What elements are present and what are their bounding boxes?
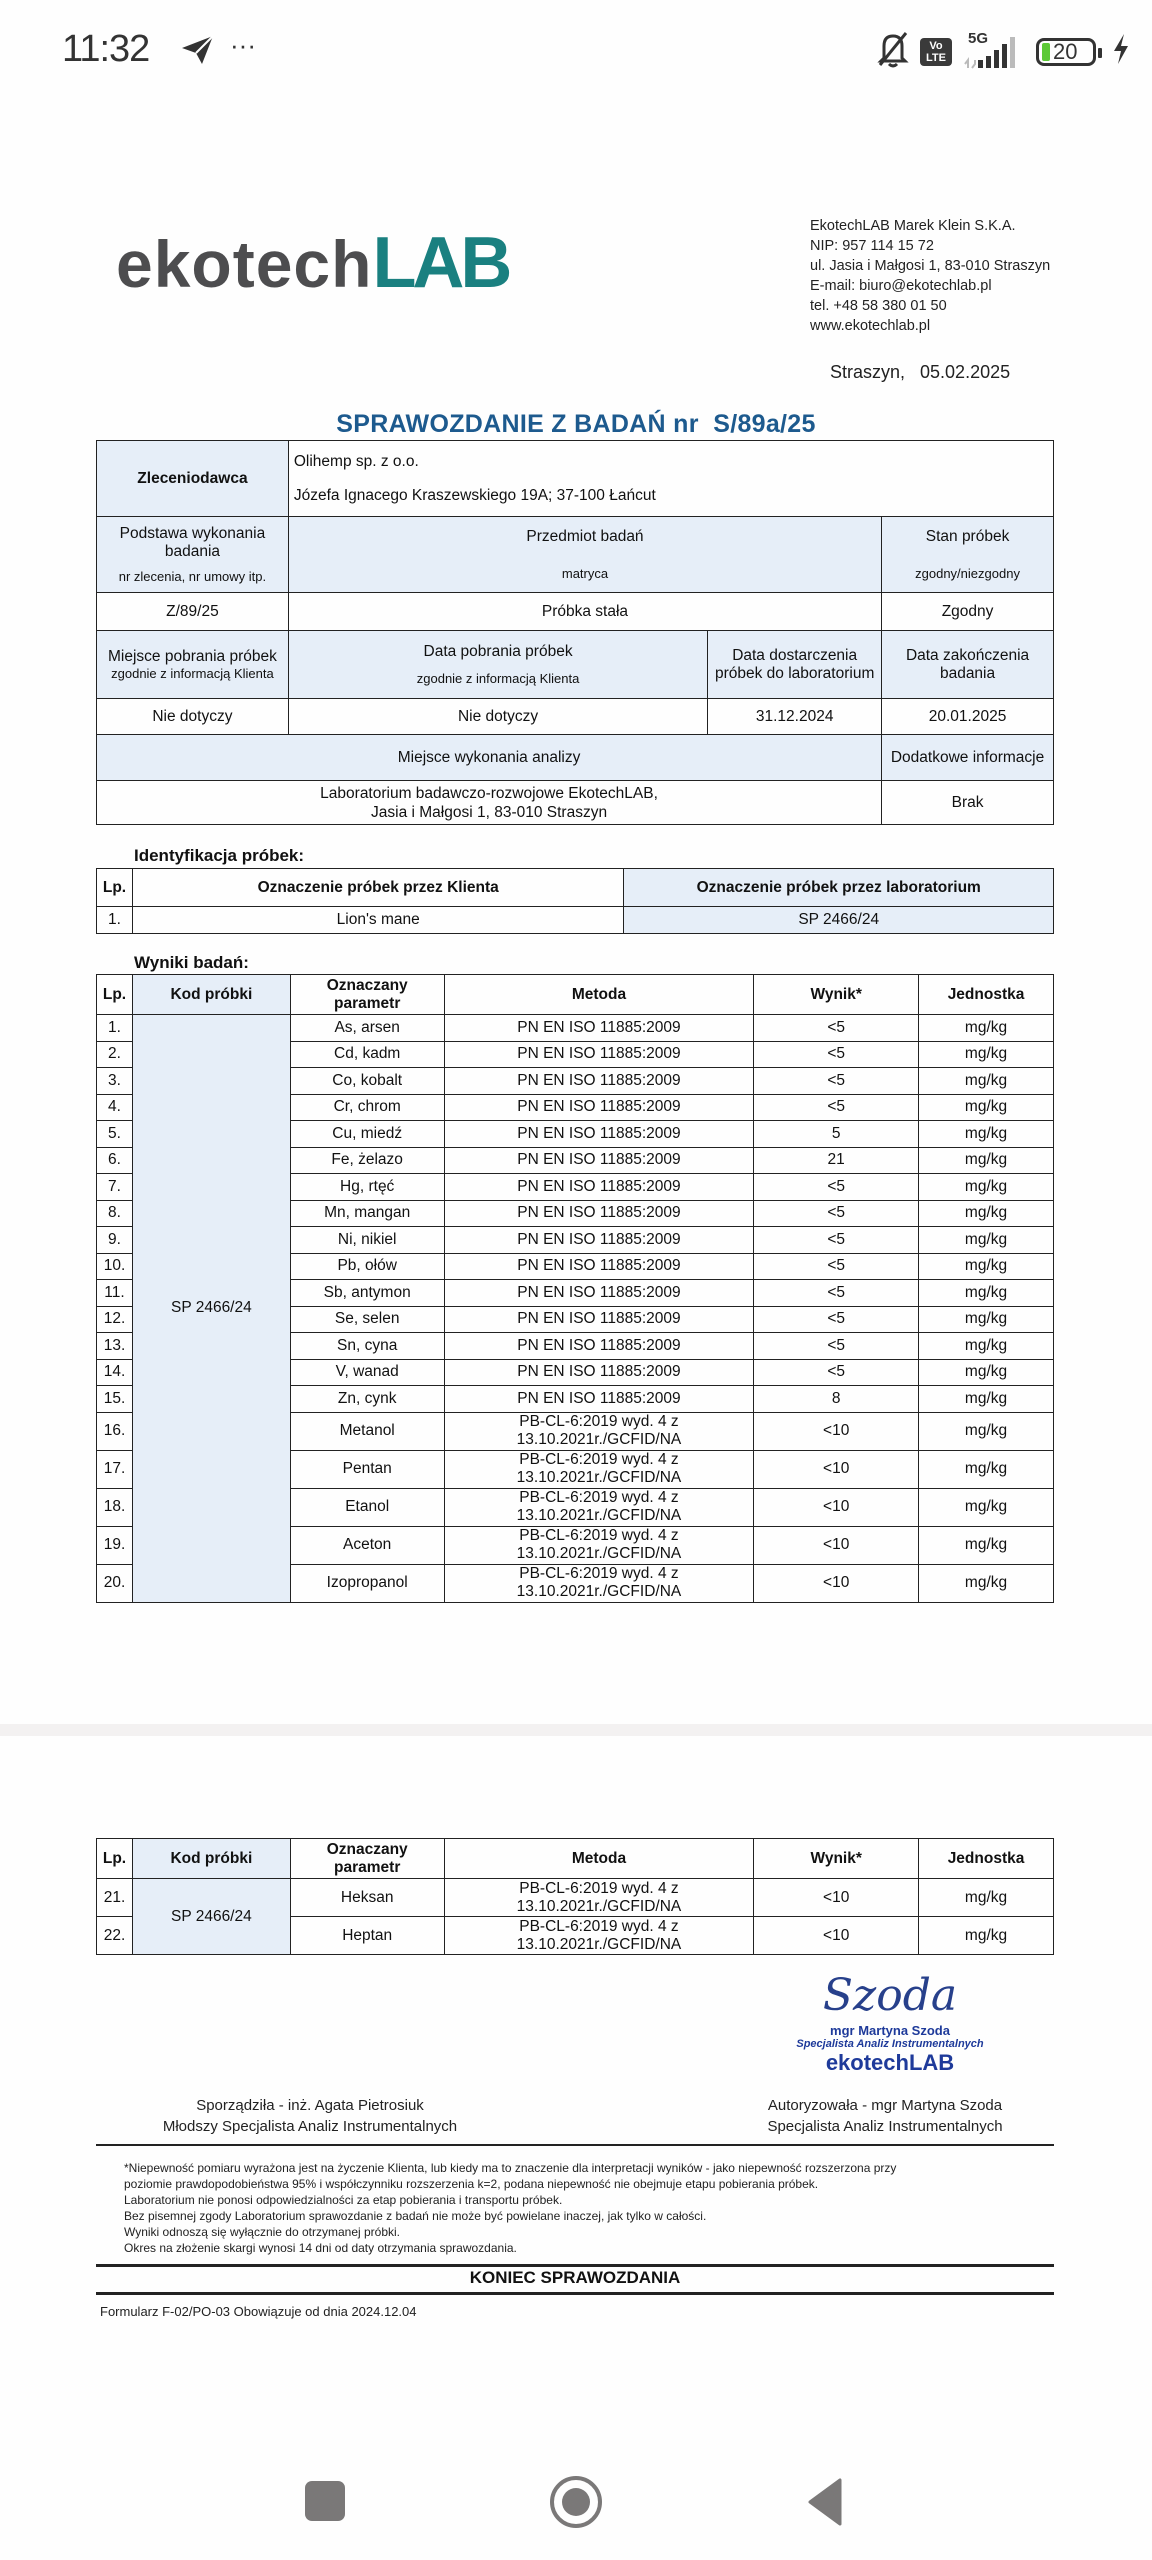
row-lp: 10. (97, 1253, 133, 1280)
row-method (444, 1488, 754, 1526)
method-line: PB-CL-6:2019 wyd. 4 z (519, 1451, 679, 1468)
delivery-date-header: Data dostarczenia próbek do laboratorium (708, 631, 882, 699)
method-line: PB-CL-6:2019 wyd. 4 z (519, 1489, 679, 1506)
row-unit: mg/kg (919, 1174, 1054, 1201)
row-param: Fe, żelazo (290, 1147, 444, 1174)
row-result: <5 (754, 1333, 919, 1360)
row-method (444, 1412, 754, 1450)
row-lp: 2. (97, 1041, 133, 1068)
extra-info-value: Brak (882, 781, 1054, 825)
company-line: EkotechLAB Marek Klein S.K.A. (810, 218, 1016, 234)
row-result: <5 (754, 1306, 919, 1333)
volte-icon: Vo LTE (920, 38, 952, 66)
table-row (97, 1015, 1054, 1042)
row-method: PN EN ISO 11885:2009 (444, 1227, 754, 1254)
row-result: <5 (754, 1015, 919, 1042)
row-lp: 5. (97, 1121, 133, 1148)
row-method (444, 1450, 754, 1488)
row-param: Sb, antymon (290, 1280, 444, 1307)
res2-header-result: Wynik* (754, 1839, 919, 1879)
company-info (810, 216, 1050, 336)
recents-button[interactable] (305, 2481, 345, 2521)
row-param: Cr, chrom (290, 1094, 444, 1121)
report-title: SPRAWOZDANIE Z BADAŃ nr S/89a/25 (336, 410, 816, 438)
method-line: 13.10.2021r./GCFID/NA (516, 1935, 682, 1953)
row-result: <10 (754, 1412, 919, 1450)
row-param: Mn, mangan (290, 1200, 444, 1227)
row-param: Hg, rtęć (290, 1174, 444, 1201)
row-result: <10 (754, 1564, 919, 1602)
id-header-client: Oznaczenie próbek przez Klienta (132, 869, 623, 907)
row-method: PN EN ISO 11885:2009 (444, 1280, 754, 1307)
client-name: Olihemp sp. z o.o. (293, 452, 419, 470)
company-line: www.ekotechlab.pl (810, 318, 931, 334)
id-header-lp: Lp. (97, 869, 133, 907)
row-param: Ni, nikiel (290, 1227, 444, 1254)
id-lab: SP 2466/24 (624, 907, 1054, 934)
method-line: PB-CL-6:2019 wyd. 4 z (519, 1879, 679, 1897)
results-label: Wyniki badań: (134, 953, 249, 972)
res-header-result: Wynik* (754, 975, 919, 1015)
res2-header-param: Oznaczany parametr (290, 1839, 444, 1879)
page-separator (0, 1724, 1152, 1736)
row-method (444, 1879, 754, 1917)
row-param: Etanol (290, 1488, 444, 1526)
row-unit: mg/kg (919, 1412, 1054, 1450)
row-unit: mg/kg (919, 1359, 1054, 1386)
row-lp: 12. (97, 1306, 133, 1333)
method-line: PB-CL-6:2019 wyd. 4 z (519, 1565, 679, 1582)
row-lp: 3. (97, 1068, 133, 1095)
row-result: <10 (754, 1450, 919, 1488)
row-lp: 7. (97, 1174, 133, 1201)
row-result: <5 (754, 1041, 919, 1068)
row-result: <5 (754, 1094, 919, 1121)
res2-header-unit: Jednostka (919, 1839, 1054, 1879)
subject-value: Próbka stała (288, 593, 881, 631)
method-line: PB-CL-6:2019 wyd. 4 z (519, 1413, 679, 1430)
row-result: <10 (754, 1488, 919, 1526)
extra-info-header: Dodatkowe informacje (882, 735, 1054, 781)
id-header-lab: Oznaczenie próbek przez laboratorium (624, 869, 1054, 907)
handwritten-signature: Szoda (822, 1970, 958, 2021)
row-method: PN EN ISO 11885:2009 (444, 1253, 754, 1280)
divider (96, 2292, 1054, 2295)
row-result: <5 (754, 1280, 919, 1307)
row-result: <5 (754, 1359, 919, 1386)
row-method (444, 1526, 754, 1564)
telegram-icon (180, 34, 216, 71)
row-unit: mg/kg (919, 1094, 1054, 1121)
row-result: <5 (754, 1068, 919, 1095)
row-param: Co, kobalt (290, 1068, 444, 1095)
stamp-title: Specjalista Analiz Instrumentalnych (796, 2038, 984, 2050)
row-param: Zn, cynk (290, 1386, 444, 1413)
row-param: V, wanad (290, 1359, 444, 1386)
back-button[interactable] (808, 2478, 842, 2531)
row-result: <5 (754, 1227, 919, 1254)
sampling-place-value: Nie dotyczy (97, 699, 289, 735)
info-table (96, 440, 1054, 825)
table-row (97, 1879, 1054, 1917)
row-param: Izopropanol (290, 1564, 444, 1602)
row-lp: 4. (97, 1094, 133, 1121)
note-line: Wyniki odnoszą się wyłącznie do otrzymanej próbki. (124, 2225, 401, 2239)
method-line: PB-CL-6:2019 wyd. 4 z (519, 1917, 679, 1935)
note-line: *Niepewność pomiaru wyrażona jest na życzenie Klienta, lub kiedy ma to znaczenie dla interpretacji wyników - jako niepewność rozszerzona przy (124, 2161, 897, 2175)
ekotechlab-logo: ekotechLAB (116, 223, 509, 303)
company-line: ul. Jasia i Małgosi 1, 83-010 Straszyn (810, 258, 1051, 274)
analysis-place-header: Miejsce wykonania analizy (97, 735, 882, 781)
state-value: Zgodny (882, 593, 1054, 631)
row-param: Pb, ołów (290, 1253, 444, 1280)
row-unit: mg/kg (919, 1280, 1054, 1307)
row-result: <10 (754, 1917, 919, 1955)
row-method: PN EN ISO 11885:2009 (444, 1068, 754, 1095)
row-unit: mg/kg (919, 1147, 1054, 1174)
row-method: PN EN ISO 11885:2009 (444, 1306, 754, 1333)
row-method: PN EN ISO 11885:2009 (444, 1041, 754, 1068)
notes (124, 2160, 1024, 2256)
stamp-logo: ekotechLAB (825, 2050, 955, 2075)
divider (96, 2144, 1054, 2146)
row-lp: 16. (97, 1412, 133, 1450)
row-method: PN EN ISO 11885:2009 (444, 1121, 754, 1148)
row-lp: 19. (97, 1526, 133, 1564)
method-line: 13.10.2021r./GCFID/NA (516, 1897, 682, 1915)
status-time: 11:32 (62, 28, 150, 70)
sample-code: SP 2466/24 (132, 1879, 290, 1955)
method-line: 13.10.2021r./GCFID/NA (516, 1431, 682, 1448)
state-header: Stan próbek zgodny/niezgodny (882, 517, 1054, 593)
method-line: 13.10.2021r./GCFID/NA (516, 1507, 682, 1524)
end-date-value: 20.01.2025 (882, 699, 1054, 735)
row-result: <5 (754, 1200, 919, 1227)
id-client: Lion's mane (132, 907, 623, 934)
charging-icon (1112, 33, 1130, 70)
status-icons (876, 30, 1130, 73)
sampling-date-value: Nie dotyczy (288, 699, 707, 735)
row-lp: 21. (97, 1879, 133, 1917)
res-header-code: Kod próbki (132, 975, 290, 1015)
delivery-date-value: 31.12.2024 (708, 699, 882, 735)
row-lp: 14. (97, 1359, 133, 1386)
row-unit: mg/kg (919, 1879, 1054, 1917)
row-lp: 1. (97, 1015, 133, 1042)
row-method: PN EN ISO 11885:2009 (444, 1200, 754, 1227)
row-unit: mg/kg (919, 1526, 1054, 1564)
row-param: As, arsen (290, 1015, 444, 1042)
prepared-by: Sporządziła - inż. Agata Pietrosiuk Młodszy Specjalista Analiz Instrumentalnych (162, 2097, 458, 2135)
company-line: NIP: 957 114 15 72 (810, 238, 934, 254)
row-result: <10 (754, 1879, 919, 1917)
res-header-unit: Jednostka (919, 975, 1054, 1015)
row-param: Se, selen (290, 1306, 444, 1333)
table-row (97, 907, 1054, 934)
row-unit: mg/kg (919, 1121, 1054, 1148)
row-result: <10 (754, 1526, 919, 1564)
row-param: Metanol (290, 1412, 444, 1450)
more-dots-icon: ··· (230, 30, 256, 60)
5g-signal-icon: 5G (962, 34, 1026, 70)
client-cell (288, 441, 1053, 517)
res2-header-code: Kod próbki (132, 1839, 290, 1879)
note-line: Bez pisemnej zgody Laboratorium sprawozdanie z badań nie może być powielane inaczej, jak tylko w całości. (124, 2209, 707, 2223)
row-lp: 13. (97, 1333, 133, 1360)
identification-table (96, 868, 1054, 934)
end-of-report: KONIEC SPRAWOZDANIA (469, 2268, 681, 2287)
row-unit: mg/kg (919, 1333, 1054, 1360)
battery-fill (1042, 43, 1050, 61)
row-lp: 11. (97, 1280, 133, 1307)
subject-header: Przedmiot badań matryca (288, 517, 881, 593)
row-result: 8 (754, 1386, 919, 1413)
row-param: Aceton (290, 1526, 444, 1564)
analysis-place-value: Laboratorium badawczo-rozwojowe EkotechLAB, Jasia i Małgosi 1, 83-010 Straszyn (97, 781, 882, 825)
res-header-method: Metoda (444, 975, 754, 1015)
row-result: <5 (754, 1174, 919, 1201)
row-lp: 20. (97, 1564, 133, 1602)
id-lp: 1. (97, 907, 133, 934)
row-lp: 17. (97, 1450, 133, 1488)
row-param: Sn, cyna (290, 1333, 444, 1360)
results-table (96, 974, 1054, 1603)
row-unit: mg/kg (919, 1227, 1054, 1254)
place-date: Straszyn, 05.02.2025 (830, 362, 1011, 382)
end-date-header: Data zakończenia badania (882, 631, 1054, 699)
row-lp: 6. (97, 1147, 133, 1174)
method-line: 13.10.2021r./GCFID/NA (516, 1545, 682, 1562)
home-button[interactable] (549, 2475, 603, 2534)
row-unit: mg/kg (919, 1068, 1054, 1095)
row-result: <5 (754, 1253, 919, 1280)
client-label: Zleceniodawca (97, 441, 289, 517)
row-param: Heksan (290, 1879, 444, 1917)
row-unit: mg/kg (919, 1041, 1054, 1068)
basis-value: Z/89/25 (97, 593, 289, 631)
method-line: PB-CL-6:2019 wyd. 4 z (519, 1527, 679, 1544)
row-result: 21 (754, 1147, 919, 1174)
authorized-by: Autoryzowała - mgr Martyna Szoda Specjalista Analiz Instrumentalnych (767, 2097, 1003, 2135)
row-method: PN EN ISO 11885:2009 (444, 1147, 754, 1174)
row-unit: mg/kg (919, 1386, 1054, 1413)
authorization-stamp (760, 1970, 1020, 2076)
method-line: 13.10.2021r./GCFID/NA (516, 1583, 682, 1600)
res-header-lp: Lp. (97, 975, 133, 1015)
sample-code: SP 2466/24 (132, 1015, 290, 1603)
company-line: E-mail: biuro@ekotechlab.pl (810, 278, 992, 294)
row-param: Cd, kadm (290, 1041, 444, 1068)
form-info: Formularz F-02/PO-03 Obowiązuje od dnia 2024.12.04 (100, 2304, 417, 2319)
row-method: PN EN ISO 11885:2009 (444, 1333, 754, 1360)
row-method: PN EN ISO 11885:2009 (444, 1359, 754, 1386)
note-line: Okres na złożenie skargi wynosi 14 dni od daty otrzymania sprawozdania. (124, 2241, 517, 2255)
row-lp: 9. (97, 1227, 133, 1254)
row-method (444, 1564, 754, 1602)
row-method (444, 1917, 754, 1955)
row-param: Cu, miedź (290, 1121, 444, 1148)
row-method: PN EN ISO 11885:2009 (444, 1174, 754, 1201)
row-unit: mg/kg (919, 1564, 1054, 1602)
row-unit: mg/kg (919, 1917, 1054, 1955)
identification-label: Identyfikacja próbek: (134, 846, 305, 865)
row-lp: 22. (97, 1917, 133, 1955)
row-method: PN EN ISO 11885:2009 (444, 1015, 754, 1042)
stamp-name: mgr Martyna Szoda (830, 2023, 950, 2038)
row-lp: 8. (97, 1200, 133, 1227)
battery-icon: 20 (1036, 38, 1096, 66)
row-unit: mg/kg (919, 1488, 1054, 1526)
navigation-bar (0, 2440, 1152, 2540)
bell-muted-icon (876, 30, 910, 73)
row-unit: mg/kg (919, 1015, 1054, 1042)
row-method: PN EN ISO 11885:2009 (444, 1094, 754, 1121)
row-lp: 18. (97, 1488, 133, 1526)
sampling-place-header: Miejsce pobrania próbek zgodnie z informacją Klienta (97, 631, 289, 699)
row-param: Pentan (290, 1450, 444, 1488)
basis-header: Podstawa wykonania badania nr zlecenia, nr umowy itp. (97, 517, 289, 593)
divider (96, 2264, 1054, 2267)
note-line: Laboratorium nie ponosi odpowiedzialności za etap pobierania i transportu próbek. (124, 2193, 563, 2207)
row-unit: mg/kg (919, 1450, 1054, 1488)
sampling-date-header: Data pobrania próbek zgodnie z informacją Klienta (288, 631, 707, 699)
note-line: poziomie prawdopodobieństwa 95% i współczynniku rozszerzenia k=2, podana niepewność nie obejmuje etapu pobierania próbek. (124, 2177, 819, 2191)
results-table-continued (96, 1838, 1054, 1955)
row-method: PN EN ISO 11885:2009 (444, 1386, 754, 1413)
row-lp: 15. (97, 1386, 133, 1413)
company-line: tel. +48 58 380 01 50 (810, 298, 947, 314)
res2-header-method: Metoda (444, 1839, 754, 1879)
res2-header-lp: Lp. (97, 1839, 133, 1879)
method-line: 13.10.2021r./GCFID/NA (516, 1469, 682, 1486)
row-unit: mg/kg (919, 1253, 1054, 1280)
res-header-param: Oznaczany parametr (290, 975, 444, 1015)
row-unit: mg/kg (919, 1200, 1054, 1227)
row-param: Heptan (290, 1917, 444, 1955)
row-result: 5 (754, 1121, 919, 1148)
row-unit: mg/kg (919, 1306, 1054, 1333)
client-address: Józefa Ignacego Kraszewskiego 19A; 37-100 Łańcut (293, 486, 656, 504)
